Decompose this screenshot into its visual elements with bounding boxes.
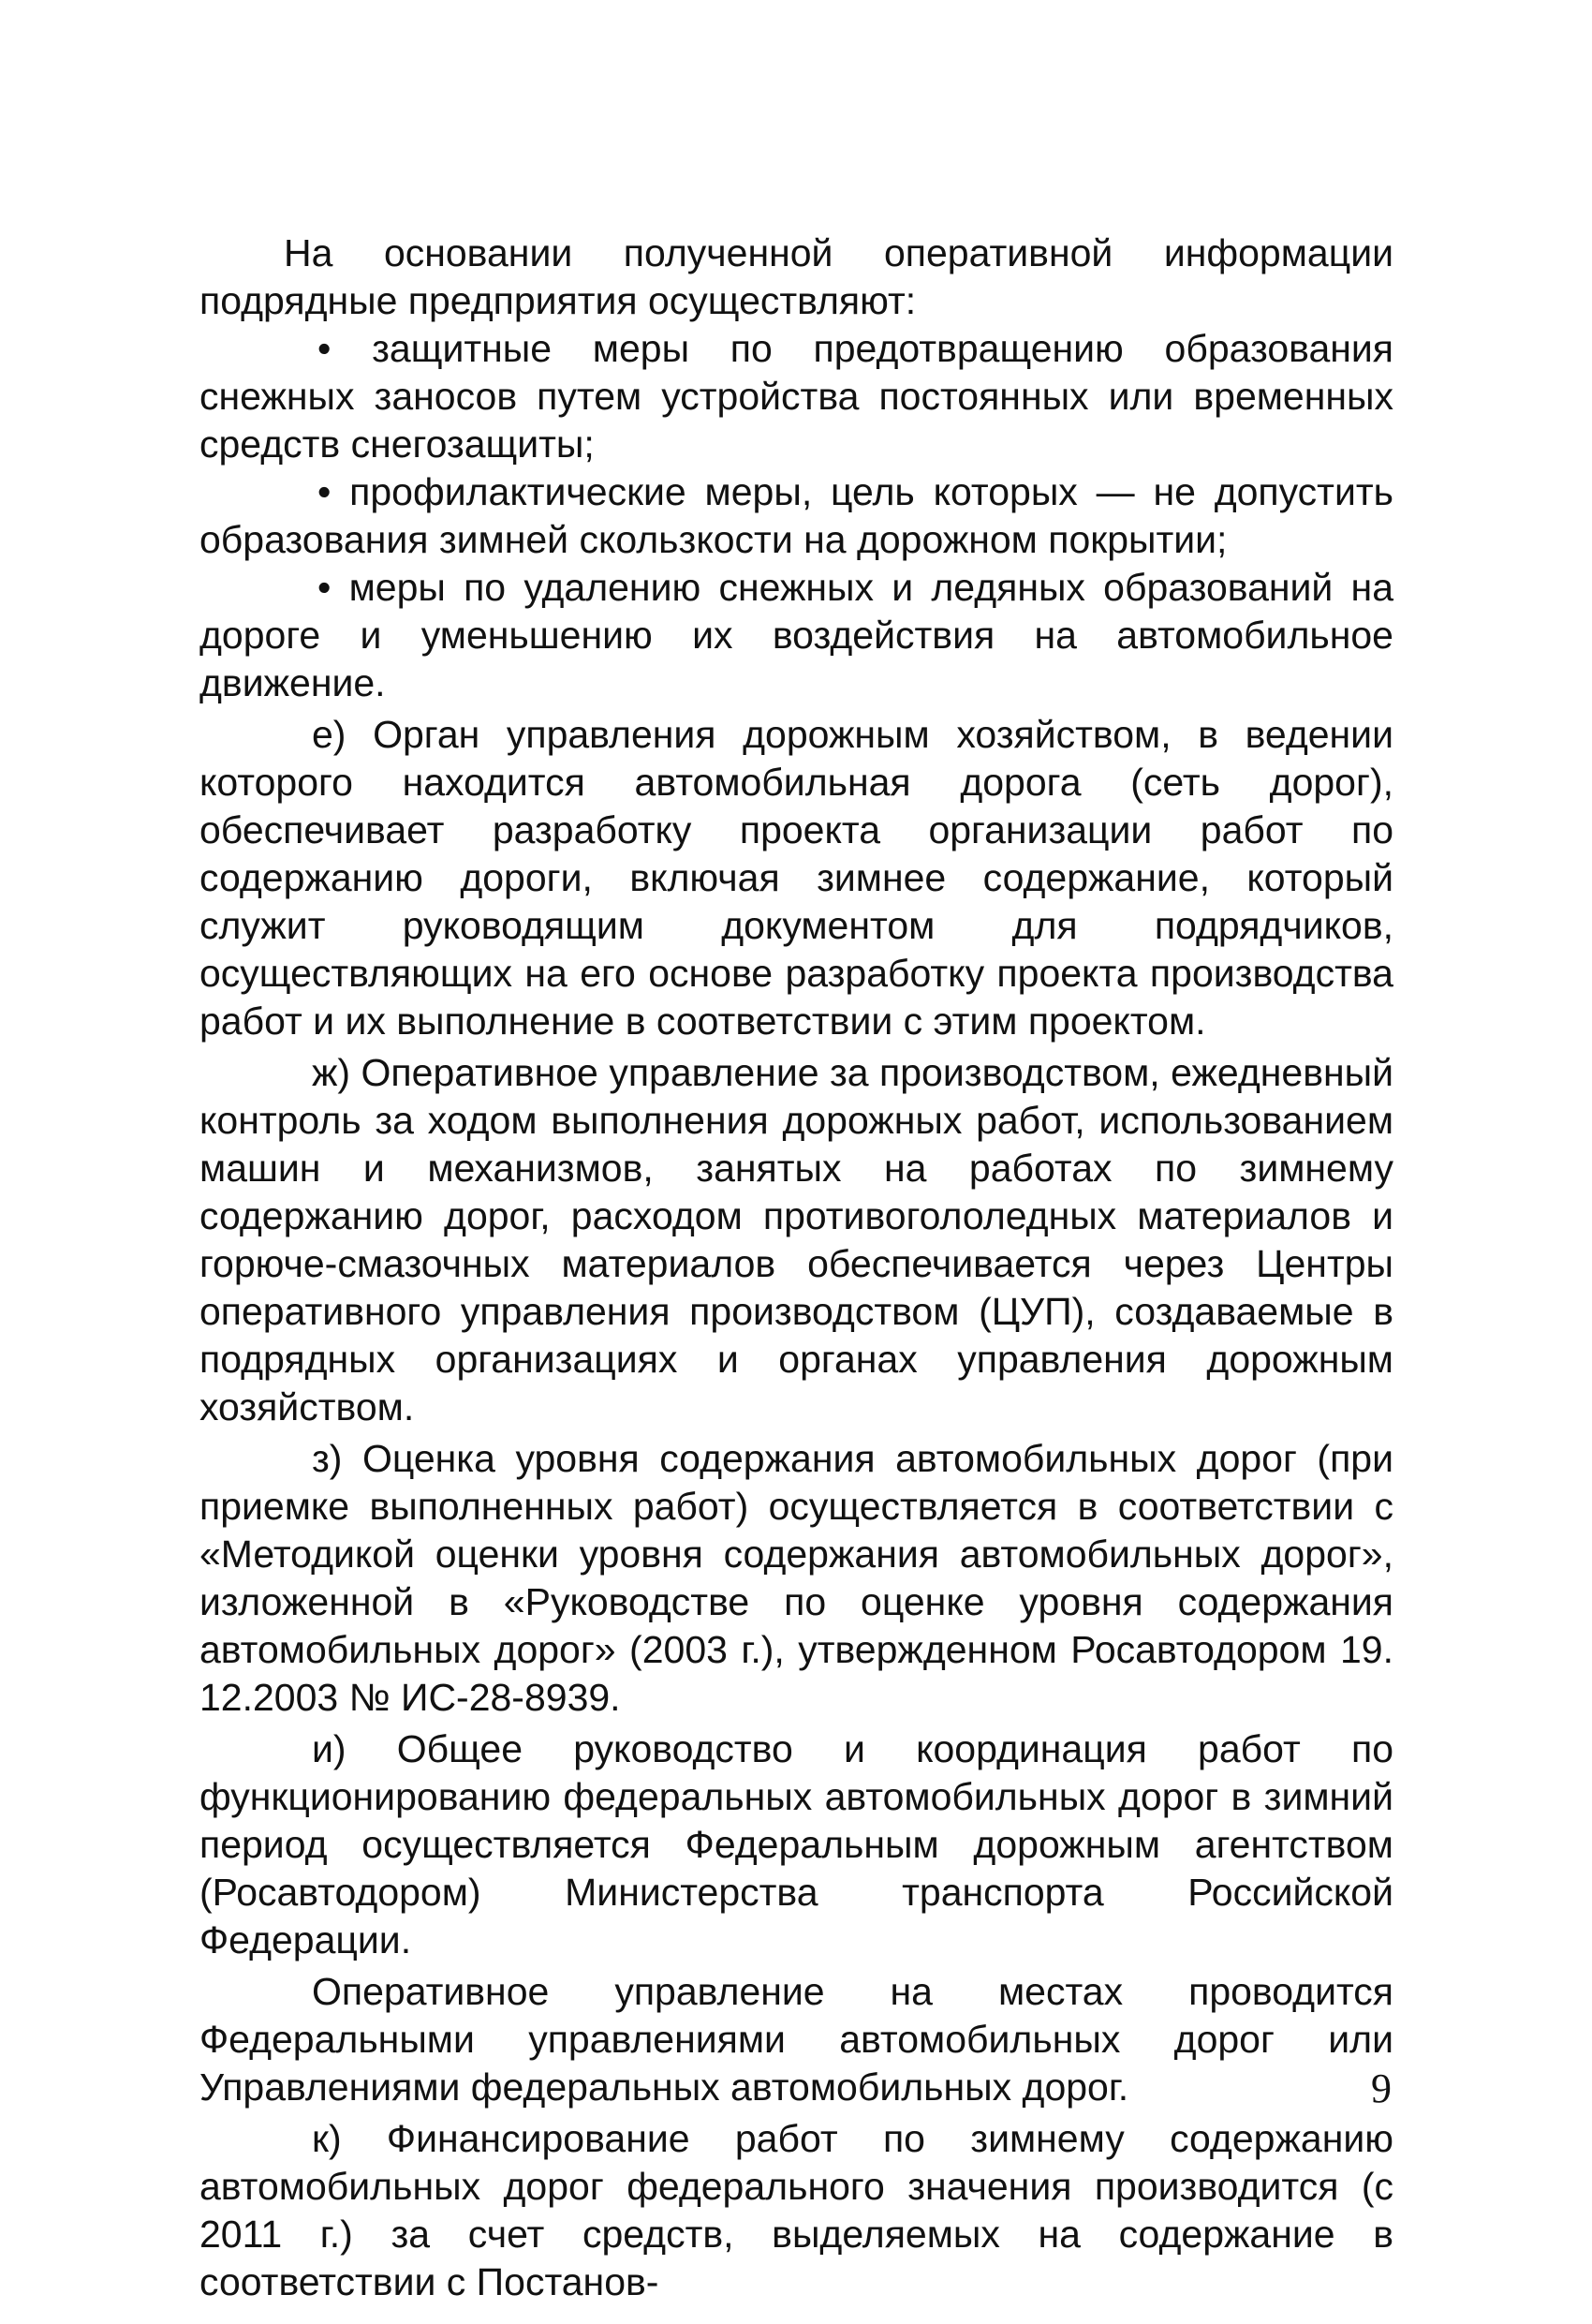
paragraph-i: и) Общее руководство и координация работ по функционированию федеральных автомобильных дорог в зимний период осуществляется Федеральным дорожным агентством (Росавтодором) Министерства транспорта Российской Федерации. bbox=[199, 1727, 1393, 1961]
paragraph-e: е) Орган управления дорожным хозяйством, в ведении которого находится автомобильная дорога (сеть дорог), обеспечивает разработку проекта организации работ по содержанию дороги, включая зимнее содержание, который служит руководящим документом для подрядчиков, осуществляющих на его основе разработку проекта производства работ и их выполнение в соответствии с этим проектом. bbox=[199, 713, 1393, 1043]
bullet-protective-measures: • защитные меры по предотвращению образования снежных заносов путем устройства постоянных или временных средств снегозащиты; bbox=[199, 327, 1393, 466]
paragraph-operational-management: Оперативное управление на местах проводится Федеральными управлениями автомобильных дорог или Управлениями федеральных автомобильных дорог. bbox=[199, 1970, 1393, 2109]
paragraph-intro: На основании полученной оперативной информации подрядные предприятия осуществляют: bbox=[199, 231, 1393, 322]
bullet-preventive-measures: • профилактические меры, цель которых — не допустить образования зимней скользкости на дорожном покрытии; bbox=[199, 470, 1393, 561]
paragraph-k: к) Финансирование работ по зимнему содержанию автомобильных дорог федерального значения производится (с 2011 г.) за счет средств, выделяемых на содержание в соответствии с Постанов- bbox=[199, 2117, 1393, 2303]
paragraph-zh: ж) Оперативное управление за производством, ежедневный контроль за ходом выполнения дорожных работ, использованием машин и механизмов, занятых на работах по зимнему содержанию дорог, расходом противогололедных материалов и горюче-смазочных материалов обеспечивается через Центры оперативного управления производством (ЦУП), создаваемые в подрядных организациях и органах управления дорожным хозяйством. bbox=[199, 1051, 1393, 1428]
paragraph-z: з) Оценка уровня содержания автомобильных дорог (при приемке выполненных работ) осуществляется в соответствии с «Методикой оценки уровня содержания автомобильных дорог», изложенной в «Руководстве по оценке уровня содержания автомобильных дорог» (2003 г.), утвержденном Росавтодором 19. 12.2003 № ИС-28-8939. bbox=[199, 1437, 1393, 1719]
bullet-removal-measures: • меры по удалению снежных и ледяных образований на дороге и уменьшению их воздействия на автомобильное движение. bbox=[199, 566, 1393, 704]
page-number: 9 bbox=[1371, 2065, 1392, 2111]
page-body bbox=[199, 229, 1393, 2306]
